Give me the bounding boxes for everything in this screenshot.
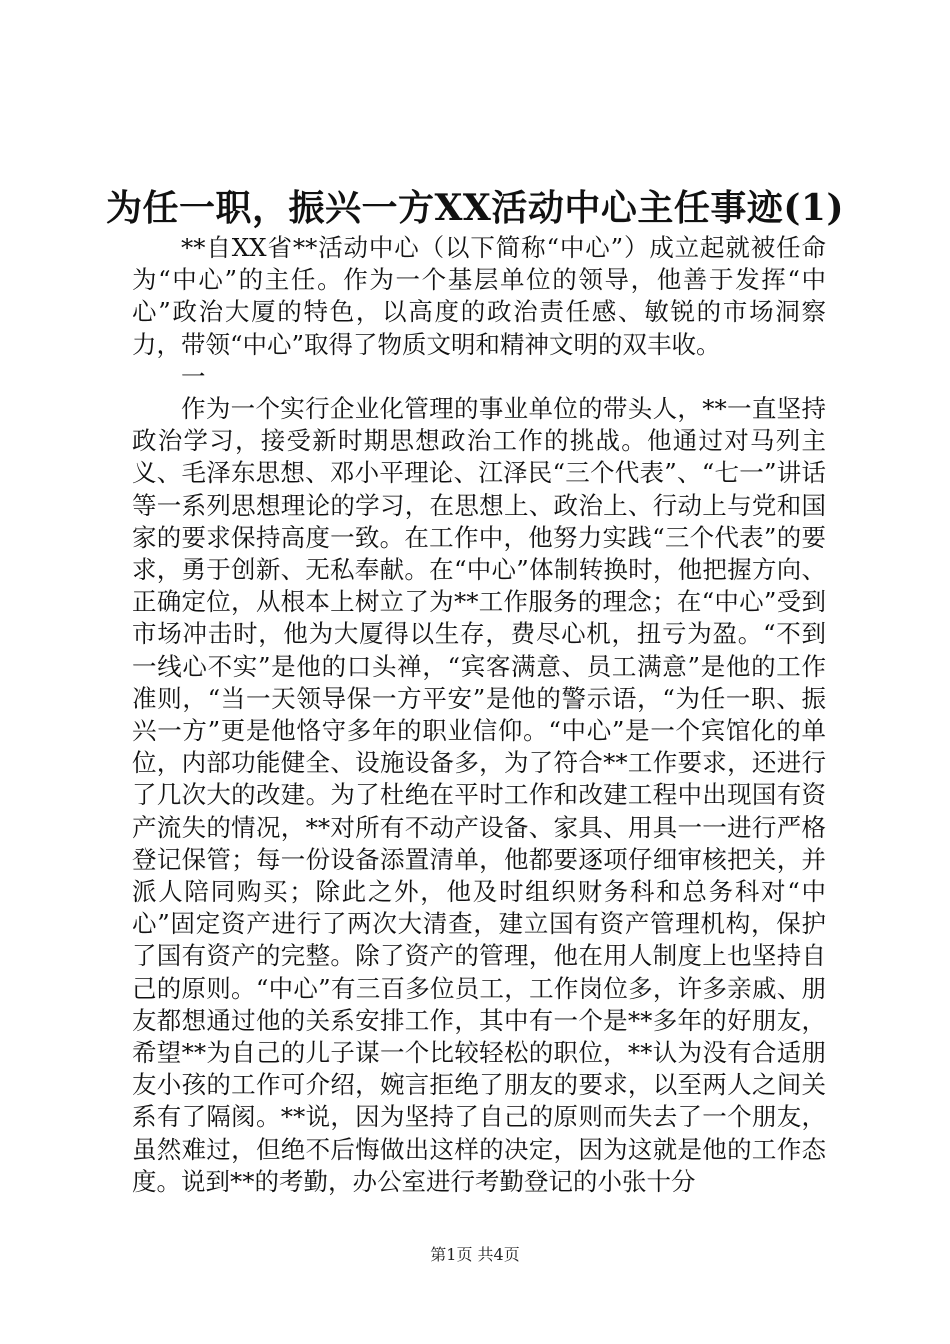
paragraph-intro: **自XX省**活动中心（以下简称“中心”）成立起就被任命为“中心”的主任。作为一个基层单位的领导，他善于发挥“中心”政治大厦的特色，以高度的政治责任感、敏锐的市场洞察力，带领“中心”取得了物质文明和精神文明的双丰收。: [132, 233, 826, 359]
section-number: 一: [181, 361, 206, 391]
paragraph-main: 作为一个实行企业化管理的事业单位的带头人，**一直坚持政治学习，接受新时期思想政治工作的挑战。他通过对马列主义、毛泽东思想、邓小平理论、江泽民“三个代表”、“七一”讲话等一系列思想理论的学习，在思想上、政治上、行动上与党和国家的要求保持高度一致。在工作中，他努力实践“三个代表”的要求，勇于创新、无私奉献。在“中心”体制转换时，他把握方向、正确定位，从根本上树立了为**工作服务的理念；在“中心”受到市场冲击时，他为大厦得以生存，费尽心机，扭亏为盈。“不到一线心不实”是他的口头禅，“宾客满意、员工满意”是他的工作准则，“当一天领导保一方平安”是他的警示语，“为任一职、振兴一方”更是他恪守多年的职业信仰。“中心”是一个宾馆化的单位，内部功能健全、设施设备多，为了符合**工作要求，还进行了几次大的改建。为了杜绝在平时工作和改建工程中出现国有资产流失的情况，**对所有不动产设备、家具、用具一一进行严格登记保管；每一份设备添置清单，他都要逐项仔细审核把关，并派人陪同购买；除此之外，他及时组织财务科和总务科对“中心”固定资产进行了两次大清查，建立国有资产管理机构，保护了国有资产的完整。除了资产的管理，他在用人制度上也坚持自己的原则。“中心”有三百多位员工，工作岗位多，许多亲戚、朋友都想通过他的关系安排工作，其中有一个是**多年的好朋友，希望**为自己的儿子谋一个比较轻松的职位，**认为没有合适朋友小孩的工作可介绍，婉言拒绝了朋友的要求，以至两人之间关系有了隔阂。**说，因为坚持了自己的原则而失去了一个朋友，虽然难过，但绝不后悔做出这样的决定，因为这就是他的工作态度。说到**的考勤，办公室进行考勤登记的小张十分: [132, 394, 826, 1196]
document-title: 为任一职，振兴一方XX活动中心主任事迹(1): [106, 187, 844, 229]
document-body: [132, 232, 826, 1198]
page-footer: 第1页 共4页: [430, 1245, 520, 1264]
